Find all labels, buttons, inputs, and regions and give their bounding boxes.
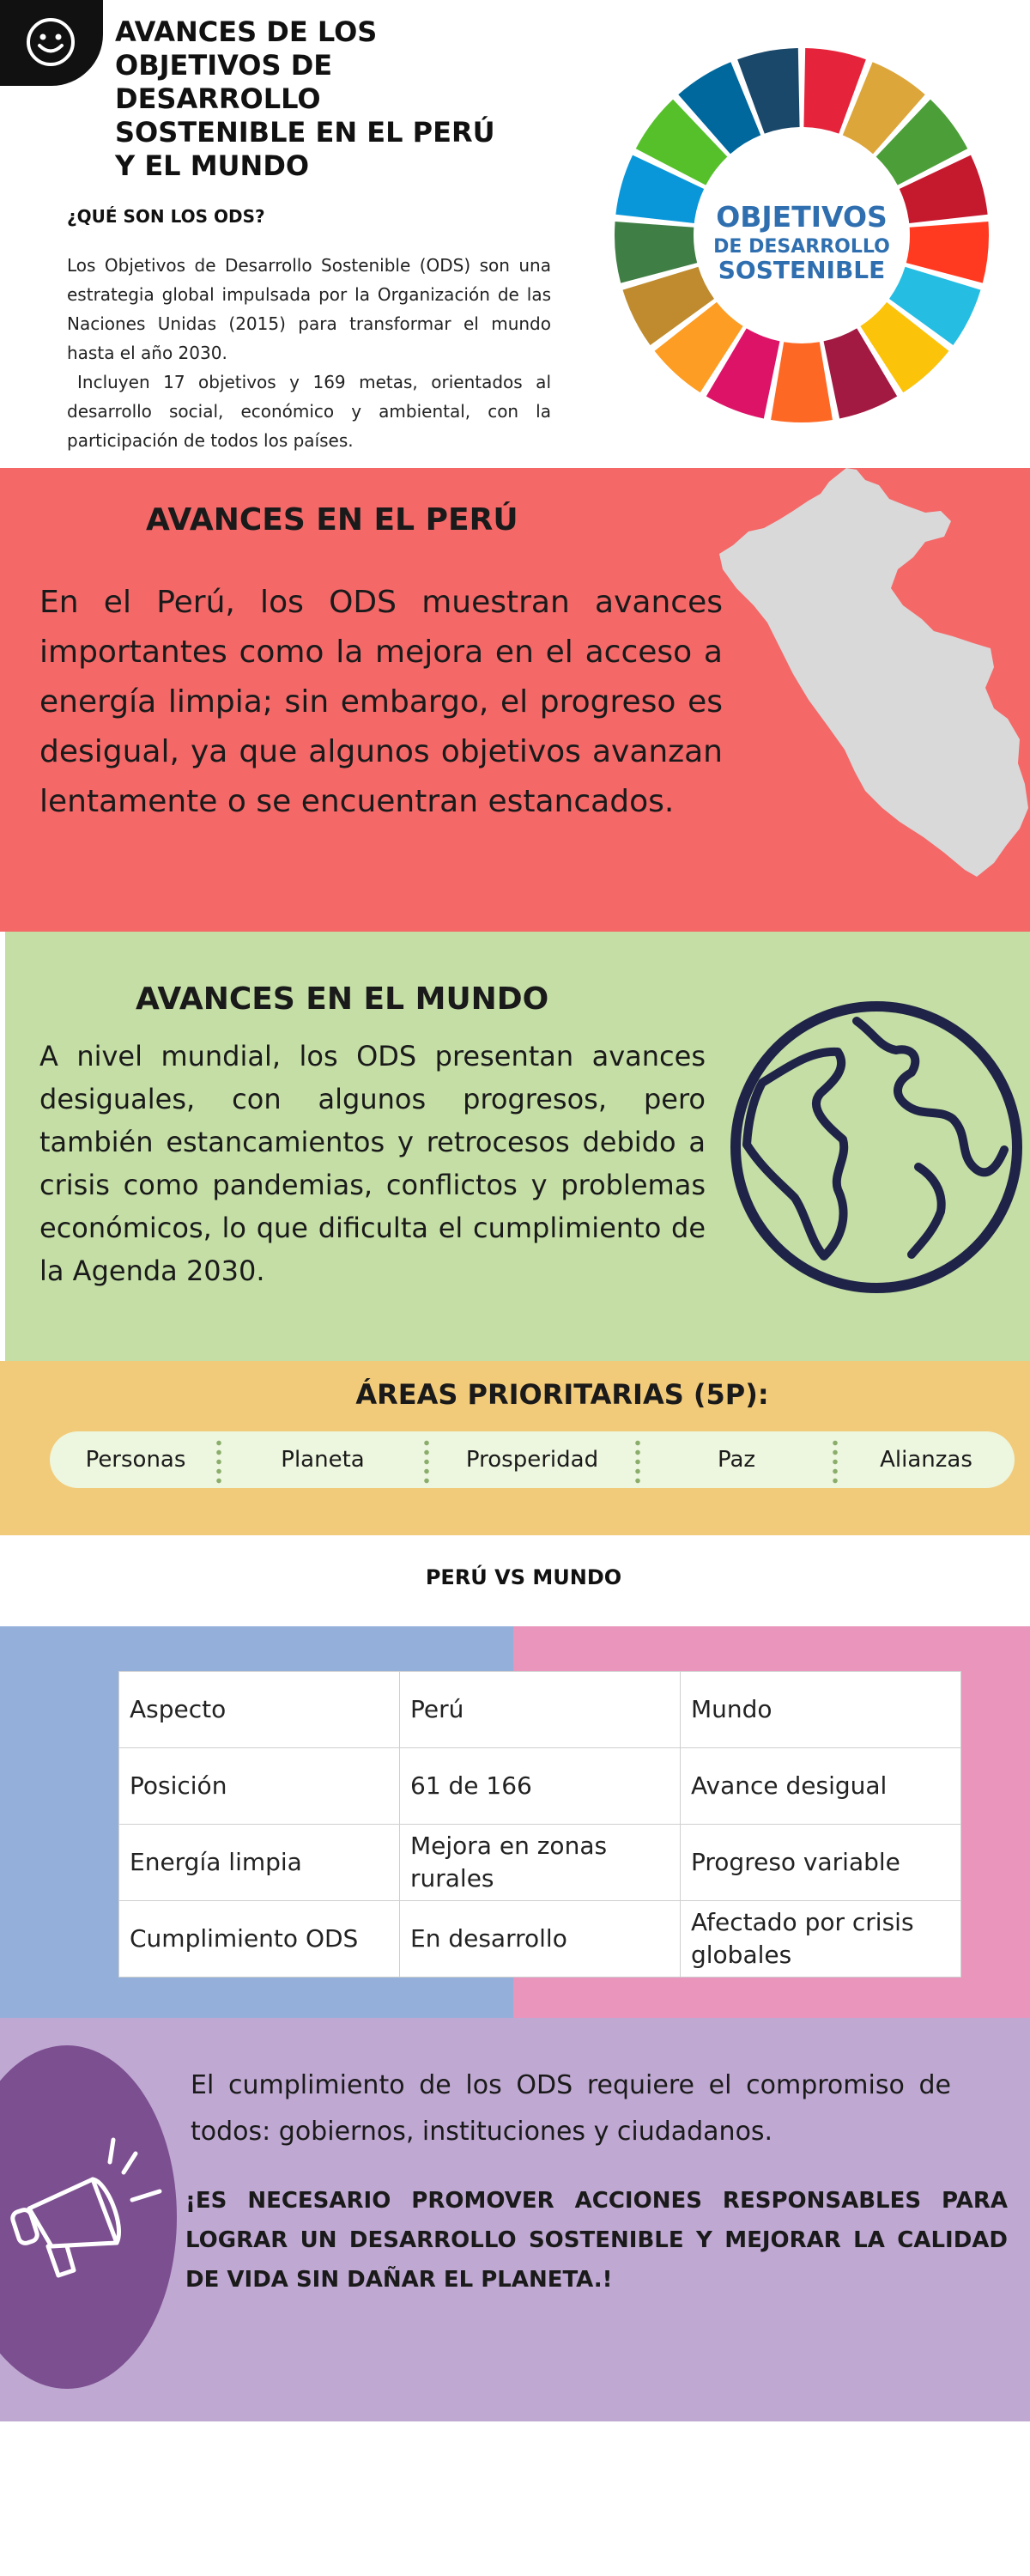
table-row <box>119 1672 961 1748</box>
table-cell: Progreso variable <box>681 1825 961 1901</box>
area-planeta: Planeta <box>281 1447 365 1473</box>
area-prosperidad: Prosperidad <box>465 1447 599 1473</box>
table-cell: Energía limpia <box>119 1825 400 1901</box>
sdg-wheel-logo <box>611 45 992 426</box>
closing-section <box>0 2018 1030 2421</box>
sdg-logo-line-2: DE DESARROLLO <box>713 236 890 258</box>
comparison-title: PERÚ VS MUNDO <box>425 1565 622 1589</box>
table-cell: Mundo <box>681 1672 961 1748</box>
table-row <box>119 1825 961 1901</box>
table-row <box>119 1748 961 1825</box>
megaphone-icon <box>3 2129 167 2284</box>
comparison-section <box>0 1626 1030 2018</box>
what-are-ods-text <box>67 251 551 455</box>
peru-section <box>0 468 1030 932</box>
sdg-segment <box>771 342 833 422</box>
what-paragraph-1: Los Objetivos de Desarrollo Sostenible (ODS) son una estrategia global impulsada por la Organización de las Naciones Unidas (2015) para transformar el mundo hasta el año 2030. <box>67 255 551 363</box>
table-cell: Posición <box>119 1748 400 1825</box>
area-alianzas: Alianzas <box>880 1447 972 1473</box>
globe-icon <box>728 999 1025 1296</box>
closing-text: El cumplimiento de los ODS requiere el compromiso de todos: gobiernos, instituciones y ciudadanos. <box>191 2070 951 2147</box>
what-are-ods-heading: ¿QUÉ SON LOS ODS? <box>67 206 265 227</box>
peru-title: AVANCES EN EL PERÚ <box>146 502 518 538</box>
table-cell: 61 de 166 <box>400 1748 681 1825</box>
closing-call-to-action: ¡ES NECESARIO PROMOVER ACCIONES RESPONSABLES PARA LOGRAR UN DESARROLLO SOSTENIBLE Y MEJORAR LA CALIDAD DE VIDA SIN DAÑAR EL PLANETA.! <box>185 2188 1008 2293</box>
area-personas: Personas <box>85 1447 186 1473</box>
table-cell: Cumplimiento ODS <box>119 1901 400 1978</box>
table-cell: Mejora en zonas rurales <box>400 1825 681 1901</box>
area-paz: Paz <box>717 1447 756 1473</box>
table-cell: Avance desigual <box>681 1748 961 1825</box>
peru-text: En el Perú, los ODS muestran avances importantes como la mejora en el acceso a energía limpia; sin embargo, el progreso es desigual, ya que algunos objetivos avanzan lentamente o se encuentran estancados. <box>39 585 723 819</box>
sdg-logo-line-3: SOSTENIBLE <box>718 256 886 284</box>
world-section <box>5 932 1030 1361</box>
peru-map-icon <box>719 468 1030 880</box>
priority-areas-title: ÁREAS PRIORITARIAS (5P): <box>355 1378 769 1411</box>
table-cell: Afectado por crisis globales <box>681 1901 961 1978</box>
priority-areas-section <box>0 1361 1030 1535</box>
smiley-badge <box>0 0 103 86</box>
smiley-icon <box>24 15 77 69</box>
world-text: A nivel mundial, los ODS presentan avances desiguales, con algunos progresos, pero también estancamientos y retrocesos debido a crisis como pandemias, conflictos y problemas económicos, lo que dificulta el cumplimiento de la Agenda 2030. <box>39 1040 706 1287</box>
priority-areas-bar <box>50 1431 1015 1488</box>
table-row <box>119 1901 961 1978</box>
comparison-table <box>118 1671 961 1978</box>
sdg-logo-line-1: OBJETIVOS <box>716 200 888 234</box>
table-cell: En desarrollo <box>400 1901 681 1978</box>
world-title: AVANCES EN EL MUNDO <box>136 981 549 1017</box>
header-section <box>0 0 1030 468</box>
table-cell: Aspecto <box>119 1672 400 1748</box>
table-cell: Perú <box>400 1672 681 1748</box>
what-paragraph-2: Incluyen 17 objetivos y 169 metas, orientados al desarrollo social, económico y ambiental, con la participación de todos los países. <box>67 372 551 451</box>
page-title: AVANCES DE LOS OBJETIVOS DE DESARROLLO SOSTENIBLE EN EL PERÚ Y EL MUNDO <box>115 15 495 182</box>
